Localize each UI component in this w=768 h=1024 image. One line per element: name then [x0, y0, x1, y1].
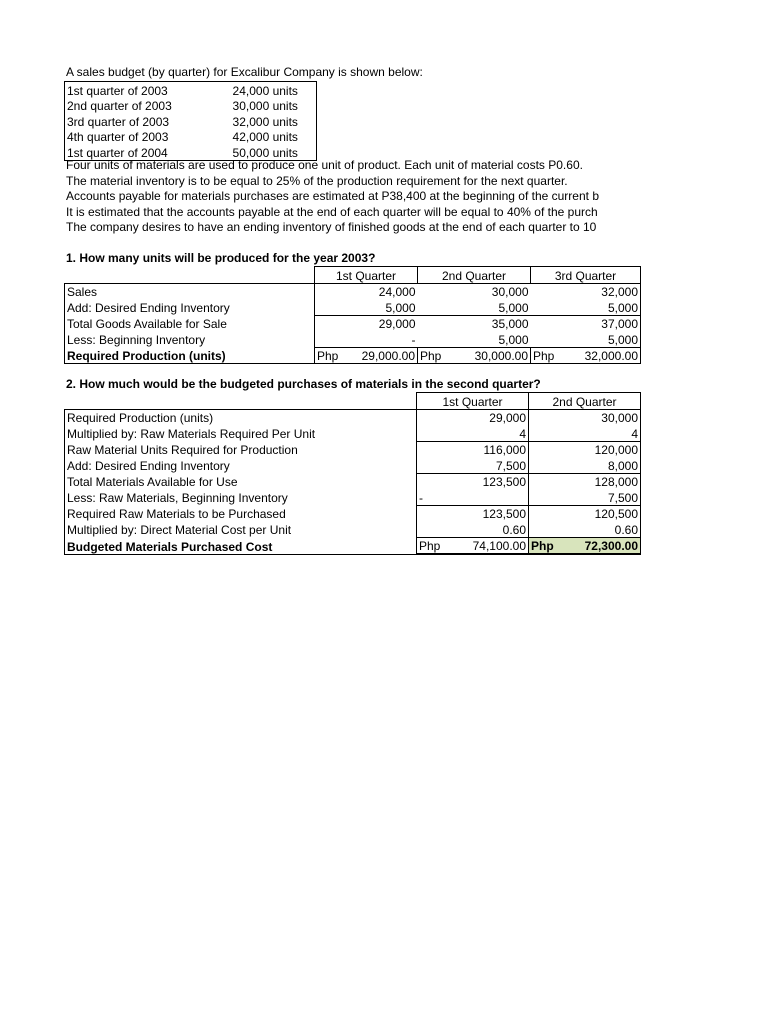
row-label[interactable]: Less: Beginning Inventory	[65, 331, 315, 347]
cell-value[interactable]: 32,000	[531, 283, 641, 299]
row-label[interactable]: Multiplied by: Direct Material Cost per Unit	[65, 521, 417, 537]
cell-value[interactable]: 116,000	[417, 441, 529, 457]
cell-value: 72,300.00	[584, 539, 638, 553]
total-cell[interactable]	[531, 347, 641, 364]
materials-purchases-table	[64, 392, 641, 555]
production-table	[64, 266, 641, 364]
cell-value[interactable]: 29,000	[315, 315, 418, 331]
table-row	[65, 82, 317, 98]
note-line: Accounts payable for materials purchases are estimated at P38,400 at the beginning of the current b	[66, 189, 599, 203]
cell-value[interactable]: 5,000	[531, 299, 641, 315]
table-row	[65, 489, 641, 505]
currency-label: Php	[420, 349, 442, 363]
table-total-row	[65, 347, 641, 364]
cell-value[interactable]: 120,000	[529, 441, 641, 457]
total-cell[interactable]	[315, 347, 418, 364]
cell-value[interactable]: 7,500	[417, 457, 529, 473]
cell-value[interactable]: 8,000	[529, 457, 641, 473]
currency-label: Php	[533, 349, 555, 363]
table-row	[65, 409, 641, 425]
row-label[interactable]: Less: Raw Materials, Beginning Inventory	[65, 489, 417, 505]
row-label[interactable]: Required Production (units)	[65, 347, 315, 364]
cell-value[interactable]: 128,000	[529, 473, 641, 489]
cell-value[interactable]: -	[315, 331, 418, 347]
table-row	[65, 129, 317, 145]
currency-label: Php	[531, 539, 554, 553]
cell-value[interactable]: 29,000	[417, 409, 529, 425]
row-label[interactable]: Raw Material Units Required for Production	[65, 441, 417, 457]
cell-value[interactable]: 35,000	[418, 315, 531, 331]
cell-value[interactable]: 37,000	[531, 315, 641, 331]
sales-budget-value[interactable]: 42,000 units	[215, 129, 317, 145]
table-row	[65, 299, 641, 315]
cell-value: 32,000.00	[584, 349, 638, 363]
note-line: Four units of materials are used to produce one unit of product. Each unit of material costs P0.60.	[66, 158, 583, 172]
sales-budget-label[interactable]: 4th quarter of 2003	[65, 129, 215, 145]
cell-value: 74,100.00	[472, 539, 526, 553]
question-1-title: 1. How many units will be produced for the year 2003?	[66, 251, 376, 265]
table-row	[65, 505, 641, 521]
row-label[interactable]: Required Raw Materials to be Purchased	[65, 505, 417, 521]
row-label[interactable]: Budgeted Materials Purchased Cost	[65, 537, 417, 554]
cell-value: 29,000.00	[361, 349, 415, 363]
row-label[interactable]: Add: Desired Ending Inventory	[65, 299, 315, 315]
total-cell[interactable]	[417, 537, 529, 554]
row-label[interactable]: Add: Desired Ending Inventory	[65, 457, 417, 473]
column-header[interactable]: 2nd Quarter	[529, 393, 641, 410]
table-row	[65, 521, 641, 537]
sales-budget-label[interactable]: 1st quarter of 2003	[65, 82, 215, 98]
highlighted-total-cell[interactable]	[529, 537, 641, 554]
column-header[interactable]: 1st Quarter	[417, 393, 529, 410]
column-header[interactable]: 2nd Quarter	[418, 267, 531, 284]
table-row	[65, 473, 641, 489]
cell-value[interactable]: 123,500	[417, 505, 529, 521]
table-row	[65, 457, 641, 473]
cell-value[interactable]: 0.60	[529, 521, 641, 537]
table-header-row	[65, 267, 641, 284]
table-row	[65, 283, 641, 299]
cell-value[interactable]: 120,500	[529, 505, 641, 521]
table-row	[65, 98, 317, 114]
cell-value[interactable]: 0.60	[417, 521, 529, 537]
cell-value[interactable]: -	[417, 489, 529, 505]
sales-budget-label[interactable]: 2nd quarter of 2003	[65, 98, 215, 114]
column-header[interactable]: 3rd Quarter	[531, 267, 641, 284]
table-header-row	[65, 393, 641, 410]
note-line: It is estimated that the accounts payable at the end of each quarter will be equal to 40% of the purch	[66, 205, 598, 219]
cell-value[interactable]: 5,000	[498, 300, 529, 315]
sales-budget-value[interactable]: 32,000 units	[215, 113, 317, 129]
cell-value[interactable]: 30,000	[529, 409, 641, 425]
sales-budget-value[interactable]: 50,000 units	[215, 144, 317, 160]
column-header[interactable]: 1st Quarter	[315, 267, 418, 284]
table-row	[65, 441, 641, 457]
row-label[interactable]: Total Materials Available for Use	[65, 473, 417, 489]
row-label[interactable]: Multiplied by: Raw Materials Required Per Unit	[65, 425, 417, 441]
cell-value[interactable]: 4	[529, 425, 641, 441]
cell-value: 30,000.00	[474, 349, 528, 363]
currency-label: Php	[317, 349, 339, 363]
question-2-title: 2. How much would be the budgeted purchases of materials in the second quarter?	[66, 377, 541, 391]
cell-value[interactable]: 5,000	[498, 332, 529, 347]
table-total-row	[65, 537, 641, 554]
table-row	[65, 113, 317, 129]
intro-text: A sales budget (by quarter) for Excalibur Company is shown below:	[66, 65, 423, 79]
row-label[interactable]: Required Production (units)	[65, 409, 417, 425]
cell-value[interactable]: 24,000	[315, 283, 418, 299]
cell-value[interactable]: 5,000	[315, 299, 418, 315]
table-row	[65, 315, 641, 331]
cell-value[interactable]: 7,500	[529, 489, 641, 505]
sales-budget-label[interactable]: 3rd quarter of 2003	[65, 113, 215, 129]
cell-value[interactable]: 123,500	[417, 473, 529, 489]
table-row	[65, 331, 641, 347]
sales-budget-value[interactable]: 30,000 units	[215, 98, 317, 114]
note-line: The material inventory is to be equal to 25% of the production requirement for the next quarter.	[66, 174, 568, 188]
cell-value[interactable]: 5,000	[531, 331, 641, 347]
row-label[interactable]: Sales	[65, 283, 315, 299]
sales-budget-value[interactable]: 24,000 units	[215, 82, 317, 98]
sales-budget-label[interactable]: 1st quarter of 2004	[65, 144, 215, 160]
sales-budget-table	[64, 81, 317, 161]
table-row	[65, 425, 641, 441]
cell-value[interactable]: 4	[417, 425, 529, 441]
row-label[interactable]: Total Goods Available for Sale	[65, 315, 315, 331]
note-line: The company desires to have an ending inventory of finished goods at the end of each quarter to 10	[66, 220, 597, 234]
total-cell[interactable]	[418, 347, 531, 364]
cell-value[interactable]: 30,000	[418, 283, 531, 299]
currency-label: Php	[419, 539, 441, 553]
